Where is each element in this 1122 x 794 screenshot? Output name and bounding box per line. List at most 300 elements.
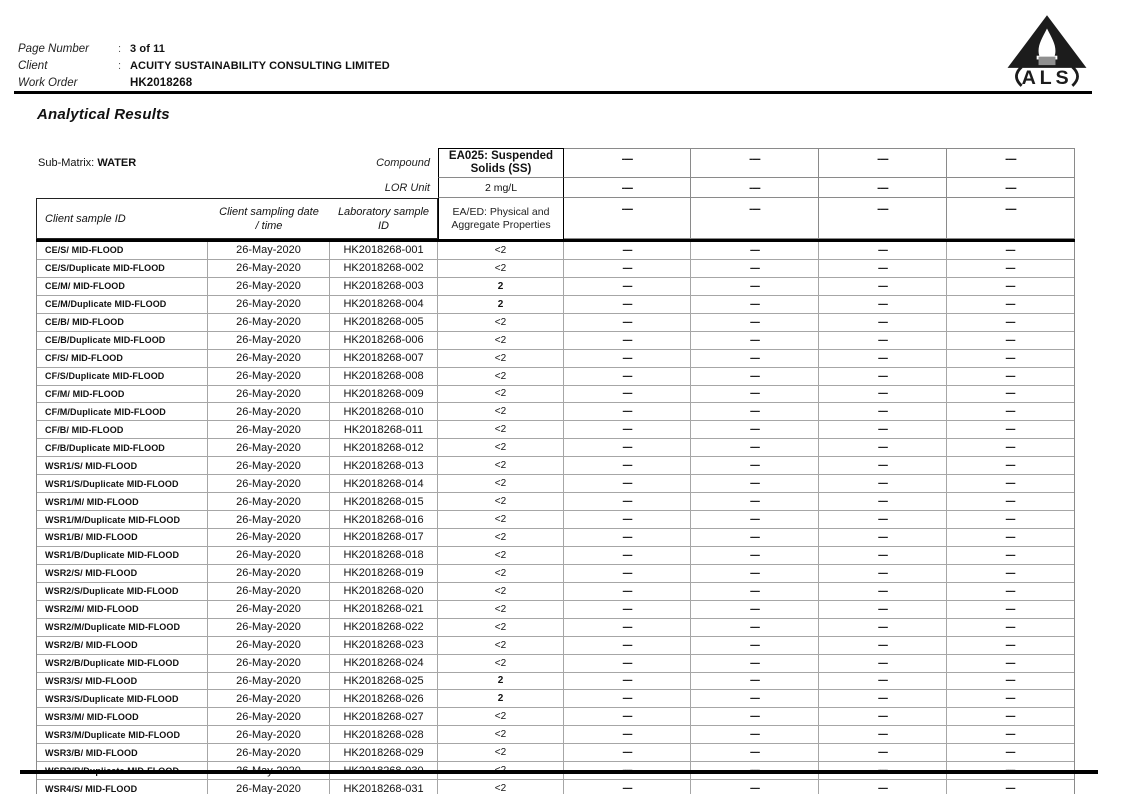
result-value-cell: <2 [438, 583, 564, 600]
dash-cell: ---- [819, 421, 947, 438]
als-logo [1000, 13, 1094, 89]
dash-cell: ---- [1005, 621, 1015, 633]
dash-cell: ---- [564, 386, 691, 403]
dash-cell: ---- [564, 368, 691, 385]
dash-cell: ---- [819, 296, 947, 313]
compound-label: Compound [376, 157, 430, 169]
dash-cell: ---- [819, 332, 947, 349]
table-row [37, 529, 1074, 547]
sampling-date-cell: 26-May-2020 [208, 619, 330, 636]
dash-cell: ---- [564, 547, 691, 564]
dash-cell: ---- [691, 601, 819, 618]
lab-sample-id-cell: HK2018268-026 [330, 690, 438, 707]
result-value-cell: <2 [438, 708, 564, 725]
sampling-date-cell: 26-May-2020 [208, 457, 330, 474]
table-row [37, 386, 1074, 404]
lab-sample-id-cell: HK2018268-021 [330, 601, 438, 618]
result-value-cell: <2 [438, 421, 564, 438]
table-row [37, 690, 1074, 708]
dash-cell: ---- [1005, 496, 1015, 508]
table-row [37, 744, 1074, 762]
dash-cell: ---- [691, 475, 819, 492]
work-order-value: HK2018268 [130, 76, 193, 89]
result-value-cell: <2 [438, 403, 564, 420]
table-row [37, 457, 1074, 475]
result-value-cell: <2 [438, 350, 564, 367]
client-sample-id-cell: WSR3/B/ MID-FLOOD [37, 744, 208, 761]
dash-cell: ---- [691, 637, 819, 654]
table-row [37, 296, 1074, 314]
compound-header-row [36, 148, 1075, 178]
result-value-cell: <2 [438, 386, 564, 403]
client-sample-id-cell: CE/M/ MID-FLOOD [37, 278, 208, 295]
dash-cell: ---- [1005, 657, 1015, 669]
als-logo-icon [1000, 13, 1094, 89]
lab-sample-id-cell: HK2018268-020 [330, 583, 438, 600]
sampling-date-cell: 26-May-2020 [208, 332, 330, 349]
sampling-date-cell: 26-May-2020 [208, 673, 330, 690]
dash-cell: ---- [819, 457, 947, 474]
result-value-cell: <2 [438, 314, 564, 331]
lor-dash-cell: ---- [819, 178, 947, 198]
table-row [37, 547, 1074, 565]
lab-sample-id-cell: HK2018268-019 [330, 565, 438, 582]
dash-cell: ---- [691, 547, 819, 564]
method-dash-cell: ---- [564, 198, 691, 239]
dash-cell: ---- [819, 619, 947, 636]
work-order-label: Work Order [18, 76, 78, 89]
client-sample-id-cell: CF/S/Duplicate MID-FLOOD [37, 368, 208, 385]
table-row [37, 637, 1074, 655]
compound-dash-cell: ---- [947, 148, 1075, 178]
result-value-cell: <2 [438, 619, 564, 636]
client-sample-id-cell: WSR3/S/Duplicate MID-FLOOD [37, 690, 208, 707]
header-divider [14, 91, 1092, 94]
method-dash-cell: ---- [691, 198, 819, 239]
lab-sample-id-cell: HK2018268-025 [330, 673, 438, 690]
client-label: Client [18, 59, 48, 72]
dash-cell: ---- [1005, 567, 1015, 579]
client-sample-id-cell: WSR4/S/ MID-FLOOD [37, 780, 208, 794]
dash-cell: ---- [691, 583, 819, 600]
dash-cell: ---- [1005, 370, 1015, 382]
sampling-date-header: Client sampling date / time [208, 198, 330, 239]
sampling-date-cell: 26-May-2020 [208, 296, 330, 313]
dash-cell: ---- [564, 601, 691, 618]
dash-cell: ---- [691, 655, 819, 672]
lor-unit-label: LOR Unit [384, 182, 430, 194]
result-value-cell: <2 [438, 547, 564, 564]
dash-cell: ---- [819, 690, 947, 707]
dash-cell: ---- [691, 780, 819, 794]
client-sample-id-cell: WSR1/M/Duplicate MID-FLOOD [37, 511, 208, 528]
lab-sample-id-cell: HK2018268-016 [330, 511, 438, 528]
dash-cell: ---- [564, 690, 691, 707]
dash-cell: ---- [691, 278, 819, 295]
client-sample-id-cell: WSR3/M/Duplicate MID-FLOOD [37, 726, 208, 743]
sampling-date-cell: 26-May-2020 [208, 583, 330, 600]
dash-cell: ---- [1005, 747, 1015, 759]
sampling-date-cell: 26-May-2020 [208, 260, 330, 277]
dash-cell: ---- [819, 601, 947, 618]
dash-cell: ---- [691, 260, 819, 277]
dash-cell: ---- [564, 260, 691, 277]
result-value-cell: <2 [438, 655, 564, 672]
dash-cell: ---- [564, 332, 691, 349]
client-sample-id-cell: WSR3/M/ MID-FLOOD [37, 708, 208, 725]
client-sample-id-cell: CF/B/ MID-FLOOD [37, 421, 208, 438]
result-value-cell: <2 [438, 529, 564, 546]
client-sample-id-header: Client sample ID [36, 198, 208, 239]
result-value-cell: <2 [438, 260, 564, 277]
client-sample-id-cell: CE/S/ MID-FLOOD [37, 242, 208, 259]
sampling-date-cell: 26-May-2020 [208, 744, 330, 761]
method-dash-cell: ---- [947, 198, 1075, 239]
dash-cell: ---- [819, 475, 947, 492]
dash-cell: ---- [819, 386, 947, 403]
dash-cell: ---- [691, 439, 819, 456]
table-row [37, 242, 1074, 260]
dash-cell: ---- [564, 744, 691, 761]
sampling-date-cell: 26-May-2020 [208, 780, 330, 794]
dash-cell: ---- [691, 744, 819, 761]
dash-cell: ---- [564, 475, 691, 492]
sampling-date-cell: 26-May-2020 [208, 421, 330, 438]
result-value-cell: <2 [438, 565, 564, 582]
dash-cell: ---- [564, 242, 691, 259]
result-value-cell: <2 [438, 744, 564, 761]
dash-cell: ---- [819, 744, 947, 761]
result-value-cell: <2 [438, 511, 564, 528]
dash-cell: ---- [564, 529, 691, 546]
client-sample-id-cell: WSR3/S/ MID-FLOOD [37, 673, 208, 690]
client-sample-id-cell: WSR1/B/Duplicate MID-FLOOD [37, 547, 208, 564]
dash-cell: ---- [564, 278, 691, 295]
client-row [18, 57, 978, 74]
sampling-date-cell: 26-May-2020 [208, 493, 330, 510]
lab-sample-id-cell: HK2018268-017 [330, 529, 438, 546]
page-number-value: 3 of 11 [130, 42, 165, 55]
dash-cell: ---- [564, 457, 691, 474]
dash-cell: ---- [691, 726, 819, 743]
table-row [37, 708, 1074, 726]
dash-cell: ---- [691, 511, 819, 528]
dash-cell: ---- [1005, 262, 1015, 274]
client-value: ACUITY SUSTAINABILITY CONSULTING LIMITED [130, 59, 390, 72]
lab-sample-id-cell: HK2018268-029 [330, 744, 438, 761]
table-row [37, 511, 1074, 529]
table-row [37, 601, 1074, 619]
result-value-cell: <2 [438, 439, 564, 456]
dash-cell: ---- [1005, 729, 1015, 741]
dash-cell: ---- [564, 421, 691, 438]
client-sample-id-cell: WSR1/S/ MID-FLOOD [37, 457, 208, 474]
result-value-cell: 2 [438, 690, 564, 707]
dash-cell: ---- [1005, 280, 1015, 292]
dash-cell: ---- [691, 368, 819, 385]
dash-cell: ---- [1005, 693, 1015, 705]
table-row [37, 350, 1074, 368]
dash-cell: ---- [691, 350, 819, 367]
dash-cell: ---- [1005, 424, 1015, 436]
dash-cell: ---- [564, 726, 691, 743]
result-value-cell: <2 [438, 601, 564, 618]
separator-colon: : [118, 42, 122, 55]
lab-sample-id-cell: HK2018268-012 [330, 439, 438, 456]
result-value-cell: <2 [438, 457, 564, 474]
table-row [37, 260, 1074, 278]
dash-cell: ---- [819, 314, 947, 331]
dash-cell: ---- [1005, 531, 1015, 543]
dash-cell: ---- [1005, 352, 1015, 364]
client-sample-id-cell: CF/M/ MID-FLOOD [37, 386, 208, 403]
dash-cell: ---- [819, 547, 947, 564]
table-row [37, 655, 1074, 673]
lab-sample-id-cell: HK2018268-015 [330, 493, 438, 510]
dash-cell: ---- [819, 655, 947, 672]
lor-dash-cell: ---- [947, 178, 1075, 198]
client-sample-id-cell: WSR2/M/Duplicate MID-FLOOD [37, 619, 208, 636]
sampling-date-cell: 26-May-2020 [208, 601, 330, 618]
table-row [37, 726, 1074, 744]
dash-cell: ---- [819, 260, 947, 277]
compound-dash-cell: ---- [819, 148, 947, 178]
compound-dash-cell: ---- [691, 148, 819, 178]
dash-cell: ---- [819, 583, 947, 600]
dash-cell: ---- [564, 439, 691, 456]
result-value-cell: <2 [438, 368, 564, 385]
dash-cell: ---- [691, 332, 819, 349]
result-value-cell: 2 [438, 673, 564, 690]
sampling-date-cell: 26-May-2020 [208, 708, 330, 725]
dash-cell: ---- [564, 493, 691, 510]
lab-sample-id-cell: HK2018268-022 [330, 619, 438, 636]
lab-sample-id-cell: HK2018268-002 [330, 260, 438, 277]
table-body [36, 242, 1075, 794]
dash-cell: ---- [1005, 585, 1015, 597]
lab-sample-id-cell: HK2018268-010 [330, 403, 438, 420]
table-row [37, 673, 1074, 691]
dash-cell: ---- [1005, 478, 1015, 490]
sampling-date-cell: 26-May-2020 [208, 314, 330, 331]
result-value-cell: <2 [438, 726, 564, 743]
lor-dash-cell: ---- [564, 178, 691, 198]
sampling-date-cell: 26-May-2020 [208, 242, 330, 259]
table-row [37, 583, 1074, 601]
lab-sample-id-cell: HK2018268-011 [330, 421, 438, 438]
table-row [37, 780, 1074, 794]
result-value-cell: <2 [438, 780, 564, 794]
dash-cell: ---- [1005, 298, 1015, 310]
dash-cell: ---- [564, 780, 691, 794]
compound-dash-cell: ---- [564, 148, 691, 178]
result-value-cell: 2 [438, 278, 564, 295]
compound-title-cell: EA025: Suspended Solids (SS) [438, 148, 564, 178]
dash-cell: ---- [819, 439, 947, 456]
dash-cell: ---- [819, 493, 947, 510]
dash-cell: ---- [564, 708, 691, 725]
results-table [36, 148, 1075, 794]
dash-cell: ---- [1005, 316, 1015, 328]
result-value-cell: 2 [438, 296, 564, 313]
lab-sample-id-cell: HK2018268-003 [330, 278, 438, 295]
lor-unit-row [36, 178, 1075, 198]
dash-cell: ---- [1005, 460, 1015, 472]
lab-sample-id-cell: HK2018268-018 [330, 547, 438, 564]
dash-cell: ---- [1005, 675, 1015, 687]
page-number-row [18, 40, 978, 57]
dash-cell: ---- [819, 511, 947, 528]
dash-cell: ---- [564, 296, 691, 313]
dash-cell: ---- [564, 673, 691, 690]
sampling-date-cell: 26-May-2020 [208, 565, 330, 582]
sampling-date-cell: 26-May-2020 [208, 475, 330, 492]
dash-cell: ---- [691, 708, 819, 725]
dash-cell: ---- [691, 529, 819, 546]
lab-sample-id-cell: HK2018268-031 [330, 780, 438, 794]
lor-dash-cell: ---- [691, 178, 819, 198]
dash-cell: ---- [691, 403, 819, 420]
dash-cell: ---- [691, 619, 819, 636]
dash-cell: ---- [691, 673, 819, 690]
method-dash-cell: ---- [819, 198, 947, 239]
dash-cell: ---- [691, 690, 819, 707]
client-sample-id-cell: WSR2/S/Duplicate MID-FLOOD [37, 583, 208, 600]
dash-cell: ---- [564, 350, 691, 367]
sampling-date-cell: 26-May-2020 [208, 386, 330, 403]
dash-cell: ---- [1005, 388, 1015, 400]
dash-cell: ---- [691, 493, 819, 510]
client-sample-id-cell: WSR2/B/Duplicate MID-FLOOD [37, 655, 208, 672]
lab-sample-id-cell: HK2018268-007 [330, 350, 438, 367]
sampling-date-cell: 26-May-2020 [208, 511, 330, 528]
client-sample-id-cell: WSR2/S/ MID-FLOOD [37, 565, 208, 582]
lab-sample-id-cell: HK2018268-013 [330, 457, 438, 474]
table-row [37, 278, 1074, 296]
dash-cell: ---- [564, 511, 691, 528]
lab-sample-id-cell: HK2018268-009 [330, 386, 438, 403]
client-sample-id-cell: WSR2/B/ MID-FLOOD [37, 637, 208, 654]
sampling-date-cell: 26-May-2020 [208, 368, 330, 385]
dash-cell: ---- [819, 673, 947, 690]
result-value-cell: <2 [438, 637, 564, 654]
client-sample-id-cell: CE/S/Duplicate MID-FLOOD [37, 260, 208, 277]
result-value-cell: <2 [438, 475, 564, 492]
dash-cell: ---- [1005, 639, 1015, 651]
client-sample-id-cell: CE/B/Duplicate MID-FLOOD [37, 332, 208, 349]
dash-cell: ---- [691, 386, 819, 403]
lab-sample-id-cell: HK2018268-001 [330, 242, 438, 259]
submatrix-text [36, 157, 136, 169]
dash-cell: ---- [1005, 549, 1015, 561]
lab-sample-id-cell: HK2018268-005 [330, 314, 438, 331]
column-header-row [36, 198, 1075, 239]
lab-sample-id-cell: HK2018268-004 [330, 296, 438, 313]
table-row [37, 439, 1074, 457]
sampling-date-cell: 26-May-2020 [208, 403, 330, 420]
sampling-date-cell: 26-May-2020 [208, 655, 330, 672]
method-cell: EA/ED: Physical and Aggregate Properties [438, 198, 564, 239]
submatrix-value: WATER [97, 157, 137, 169]
page-number-label: Page Number [18, 42, 89, 55]
client-sample-id-cell: WSR2/M/ MID-FLOOD [37, 601, 208, 618]
sampling-date-cell: 26-May-2020 [208, 278, 330, 295]
dash-cell: ---- [1005, 244, 1015, 256]
dash-cell: ---- [819, 242, 947, 259]
sampling-date-cell: 26-May-2020 [208, 439, 330, 456]
client-sample-id-cell: WSR1/B/ MID-FLOOD [37, 529, 208, 546]
table-row [37, 565, 1074, 583]
dash-cell: ---- [1005, 514, 1015, 526]
lab-sample-id-cell: HK2018268-023 [330, 637, 438, 654]
dash-cell: ---- [564, 637, 691, 654]
dash-cell: ---- [1005, 783, 1015, 794]
svg-text:ALS: ALS [1021, 66, 1073, 89]
dash-cell: ---- [819, 368, 947, 385]
lab-sample-id-cell: HK2018268-024 [330, 655, 438, 672]
dash-cell: ---- [819, 780, 947, 794]
dash-cell: ---- [691, 242, 819, 259]
sampling-date-cell: 26-May-2020 [208, 637, 330, 654]
dash-cell: ---- [691, 457, 819, 474]
client-sample-id-cell: CF/B/Duplicate MID-FLOOD [37, 439, 208, 456]
dash-cell: ---- [691, 421, 819, 438]
dash-cell: ---- [819, 350, 947, 367]
lab-sample-id-cell: HK2018268-008 [330, 368, 438, 385]
lor-unit-area [36, 178, 438, 198]
table-row [37, 403, 1074, 421]
table-row [37, 475, 1074, 493]
sampling-date-cell: 26-May-2020 [208, 350, 330, 367]
dash-cell: ---- [1005, 711, 1015, 723]
document-header [18, 40, 978, 91]
dash-cell: ---- [819, 529, 947, 546]
sampling-date-cell: 26-May-2020 [208, 690, 330, 707]
lab-sample-id-cell: HK2018268-014 [330, 475, 438, 492]
result-value-cell: <2 [438, 493, 564, 510]
dash-cell: ---- [564, 655, 691, 672]
result-value-cell: <2 [438, 242, 564, 259]
dash-cell: ---- [819, 565, 947, 582]
page-bottom-rule [20, 770, 1098, 774]
dash-cell: ---- [564, 403, 691, 420]
table-row [37, 619, 1074, 637]
work-order-row [18, 74, 978, 91]
dash-cell: ---- [564, 619, 691, 636]
table-row [37, 332, 1074, 350]
section-title: Analytical Results [37, 106, 170, 123]
sampling-date-cell: 26-May-2020 [208, 547, 330, 564]
dash-cell: ---- [819, 403, 947, 420]
dash-cell: ---- [1005, 406, 1015, 418]
client-sample-id-cell: WSR1/S/Duplicate MID-FLOOD [37, 475, 208, 492]
dash-cell: ---- [691, 296, 819, 313]
dash-cell: ---- [819, 278, 947, 295]
dash-cell: ---- [819, 708, 947, 725]
lab-sample-id-cell: HK2018268-028 [330, 726, 438, 743]
client-sample-id-cell: WSR1/M/ MID-FLOOD [37, 493, 208, 510]
client-sample-id-cell: CE/M/Duplicate MID-FLOOD [37, 296, 208, 313]
lab-sample-id-cell: HK2018268-006 [330, 332, 438, 349]
dash-cell: ---- [564, 583, 691, 600]
dash-cell: ---- [691, 565, 819, 582]
dash-cell: ---- [1005, 334, 1015, 346]
client-sample-id-cell: CF/S/ MID-FLOOD [37, 350, 208, 367]
result-value-cell: <2 [438, 332, 564, 349]
table-row [37, 421, 1074, 439]
sampling-date-cell: 26-May-2020 [208, 726, 330, 743]
dash-cell: ---- [1005, 442, 1015, 454]
